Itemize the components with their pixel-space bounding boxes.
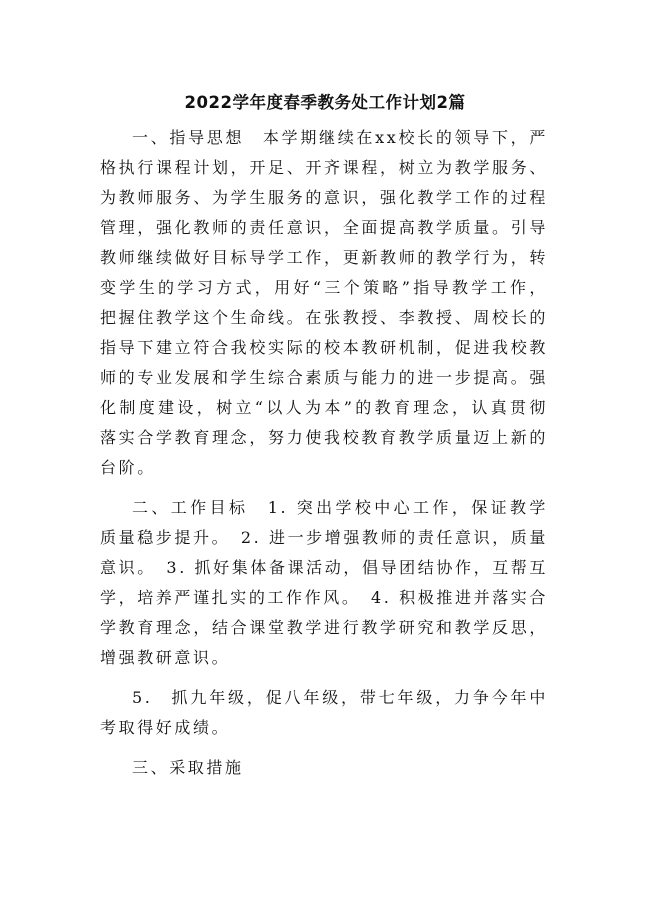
document-title: 2022学年度春季教务处工作计划2篇 [184, 93, 466, 112]
paragraph-guiding-ideology: 一、指导思想 本学期继续在xx校长的领导下，严格执行课程计划，开足、开齐课程，树立为教学服务、为教师服务、为学生服务的意识，强化教学工作的过程管理，强化教师的责任意识，全面提高教学质量。引导教师继续做好目标导学工作，更新教师的教学行为，转变学生的学习方式，用好“三个策略”指导教学工作，把握住教学这个生命线。在张教授、李教授、周校长的指导下建立符合我校实际的校本教研机制，促进我校教师的专业发展和学生综合素质与能力的进一步提高。强化制度建设，树立“以人为本”的教育理念，认真贯彻落实合学教育理念，努力使我校教育教学质量迈上新的台阶。 [100, 128, 548, 477]
paragraph-work-goals: 二、工作目标 1. 突出学校中心工作，保证教学质量稳步提升。 2. 进一步增强教师的责任意识，质量意识。 3. 抓好集体备课活动，倡导团结协作，互帮互学，培养严谨扎实的工作作风。 4. 积极推进并落实合学教育理念，结合课堂教学进行教学研究和教学反思，增强教研意识。 [100, 498, 548, 667]
document-body [100, 123, 548, 783]
paragraph-measures-heading: 三、采取措施 [132, 758, 244, 777]
paragraph-grade-focus: 5. 抓九年级，促八年级，带七年级，力争今年中考取得好成绩。 [100, 688, 548, 737]
